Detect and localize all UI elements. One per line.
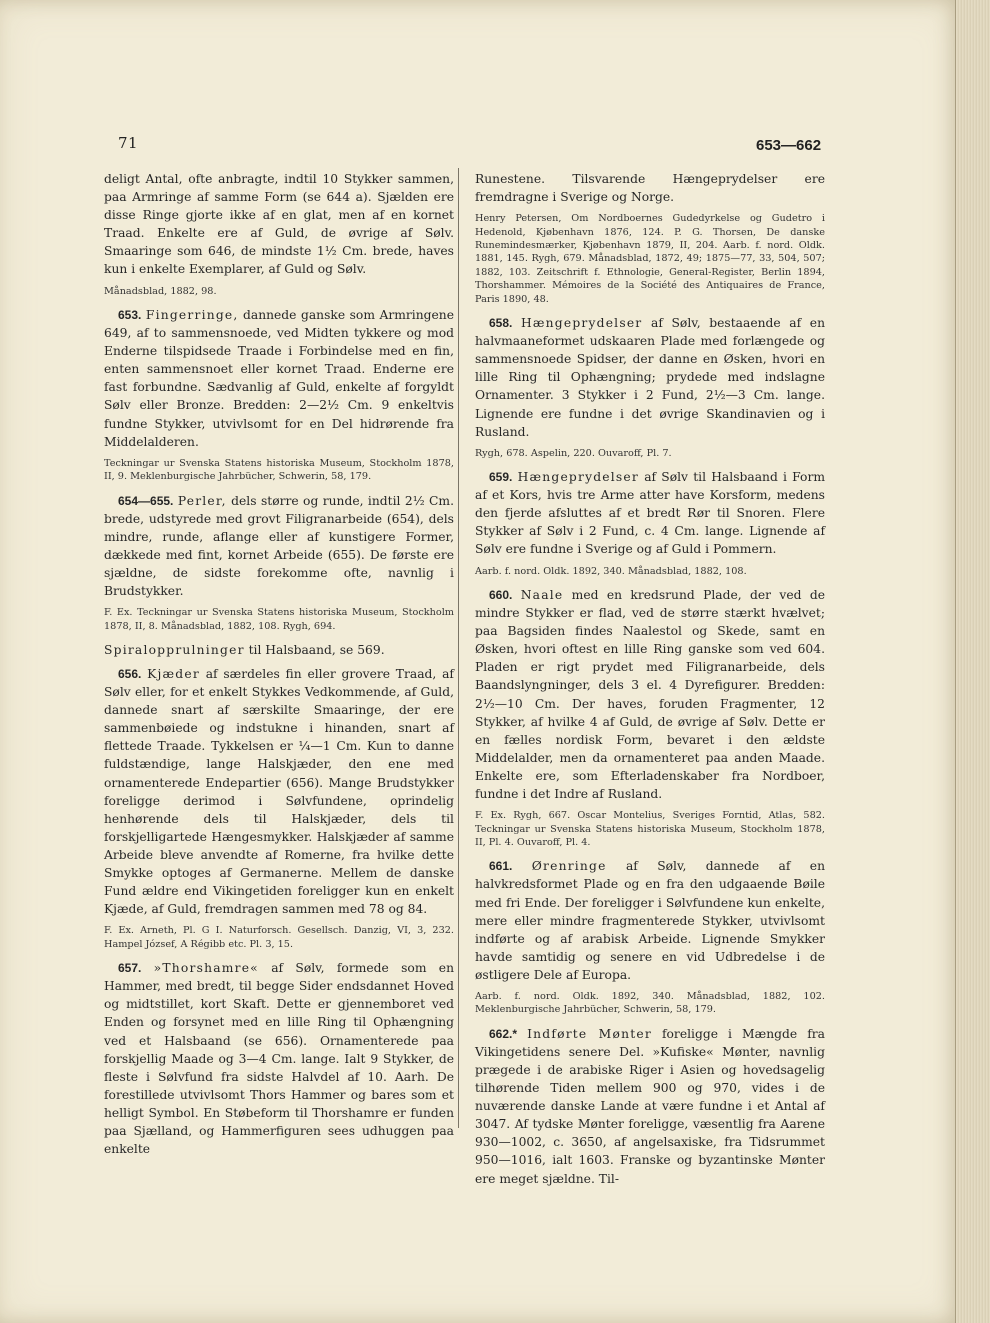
entry-text: af Sølv, dannede af en halvkredsformet Plade og en fra den udgaaende Bøile med fri Ende. Der foreligger i Sølvfundene kun enkelte, mere eller mindre fragmenterede Stykker, utvivlsomt indførte og af arabisk Arbeide. Lignende Smykker havde samtidig og senere en vid Udbredelse i de østligere Dele af Europa. — [475, 859, 825, 982]
entry-text: af særdeles fin eller grovere Traad, af Sølv eller, for et enkelt Stykkes Vedkommende, af Guld, dannede snart af særskilte Smaaringe, der ere sammenbøiede og indstukne i hinanden, snart af flettede Traade. Tykkelsen er ¼—1 Cm. Kun to danne fuldstændige, lange Halskjæder, den ene med ornamenterede Endepartier (656). Mange Brudstykker foreligge derimod i Sølvfundene, oprindelig henhørende dels til Halskjæder, dels til forskjelligartede Hængesmykker. Halskjæder af samme Arbeide bleve anvendte af Romerne, fra hvilke dette Smykke optoges af Germanerne. Mellem de danske Fund ældre end Vikingetiden foreligger kun en enkelt Kjæde, af Guld, fremdragen sammen med 78 og 84. — [104, 667, 454, 917]
entry-number: 654—655. — [118, 493, 174, 508]
reference-note: F. Ex. Teckningar ur Svenska Statens historiska Museum, Stockholm 1878, II, 8. Månadsblad, 1882, 108. Rygh, 694. — [104, 607, 454, 632]
entry-term: Perler, — [177, 493, 227, 508]
text-paragraph: Runestene. Tilsvarende Hængeprydelser ere fremdragne i Sverige og Norge. — [475, 172, 825, 205]
entry-number: 662.* — [489, 1026, 518, 1041]
catalog-entry-656 — [104, 665, 454, 918]
page-number: 71 — [118, 134, 139, 152]
entry-text: med en kredsrund Plade, der ved de mindre Stykker er flad, ved de større stærkt hvælvet; paa Bagsiden findes Naalestol og Skede, samt en Øsken, hvori oftest en lille Ring ganske som ved 604. Pladen er rigt prydet med Filigranarbeide, dels Baandslyngninger, dels 3 el. 4 Dyrefigurer. Bredden: 2½—10 Cm. Der haves, foruden Fragmenter, 12 Stykker, af hvilke 4 af Guld, de øvrige af Sølv. Dette er en fælles nordisk Form, bevaret i den ældste Middelalder, men da ornamenteret paa anden Maade. Enkelte ere, som Efterladenskaber fra Nordboer, fundne i det Indre af Rusland. — [475, 587, 825, 801]
book-page-edges — [955, 0, 990, 1323]
entry-number: 661. — [489, 859, 513, 874]
reference-note: Rygh, 678. Aspelin, 220. Ouvaroff, Pl. 7. — [475, 447, 672, 459]
catalog-entry-658 — [475, 314, 825, 441]
catalog-entry-659 — [475, 468, 825, 558]
entry-number: 659. — [489, 470, 513, 485]
entry-term: Fingerringe, — [145, 307, 239, 322]
catalog-entry-662 — [475, 1025, 825, 1188]
entry-number: 658. — [489, 316, 513, 331]
reference-note: Henry Petersen, Om Nordboernes Gudedyrkelse og Gudetro i Hedenold, Kjøbenhavn 1876, 124. P. G. Thorsen, De danske Runemindesmærker, Kjøbenhavn 1879, II, 204. Aarb. f. nord. Oldk. 1881, 145. Rygh, 679. Månadsblad, 1872, 49; 1875—77, 33, 504, 507; 1882, 103. Zeitschrift f. Ethnologie, General-Register, Berlin 1894, Thorshammer. Mémoires de la Société des Antiquaires de France, Paris 1890, 48. — [475, 213, 825, 305]
entry-term: Kjæder — [147, 667, 200, 681]
entry-text: af Sølv, bestaaende af en halvmaaneformet udskaaren Plade med forlængede og sammensnoede Spidser, der danne en Øsken, hvori en lille Ring til Ophængning; prydede med indslagne Ornamenter. 3 Stykker i 2 Fund, 2½—3 Cm. lange. Lignende ere fundne i det øvrige Skandinavien og i Rusland. — [475, 316, 825, 439]
reference-note: F. Ex. Arneth, Pl. G I. Naturforsch. Gesellsch. Danzig, VI, 3, 232. Hampel József, A Régibb etc. Pl. 3, 15. — [104, 925, 454, 950]
entry-term: Indførte Mønter — [527, 1026, 652, 1041]
entry-number: 660. — [489, 587, 513, 602]
entry-number: 657. — [118, 961, 142, 976]
entry-range-header: 653—662 — [756, 137, 822, 154]
catalog-entry-653 — [104, 306, 454, 451]
catalog-entry-654-655 — [104, 492, 454, 601]
column-divider — [458, 168, 459, 1128]
left-column — [104, 170, 454, 1164]
catalog-entry-657 — [104, 959, 454, 1158]
entry-number: 656. — [118, 667, 142, 681]
reference-note: F. Ex. Rygh, 667. Oscar Montelius, Sveriges Forntid, Atlas, 582. Teckningar ur Svenska Statens historiska Museum, Stockholm 1878, II, Pl. 4. Ouvaroff, Pl. 4. — [475, 810, 825, 848]
reference-note: Aarb. f. nord. Oldk. 1892, 340. Månadsblad, 1882, 102. Meklenburgische Jahrbücher, Schwerin, 58, 179. — [475, 990, 825, 1016]
cross-reference-heading — [104, 641, 454, 659]
reference-note: Teckningar ur Svenska Statens historiska Museum, Stockholm 1878, II, 9. Meklenburgische Jahrbücher, Schwerin, 58, 179. — [104, 457, 454, 483]
entry-term: Ørenringe — [531, 859, 607, 874]
entry-text: af Sølv til Halsbaand i Form af et Kors, hvis tre Arme atter have Korsform, medens den fjerde afsluttes af et bredt Rør til Snoren. Flere Stykker af Sølv i 2 Fund, c. 4 Cm. lange. Lignende af Sølv ere fundne i Sverige og af Guld i Pommern. — [475, 470, 825, 557]
right-column — [475, 170, 825, 1194]
catalog-entry-660 — [475, 586, 825, 803]
entry-text: til Halsbaand, se 569. — [244, 642, 385, 657]
catalog-entry-661 — [475, 857, 825, 984]
entry-number: 653. — [118, 307, 142, 322]
entry-text: af Sølv, formede som en Hammer, med bredt, til begge Sider endsdannet Hoved og midtstillet, kort Skaft. Dette er gjennemboret ved Enden og forsynet med en lille Ring til Ophængning ved et Halsbaand (se 656). Ornamenterede paa forskjellig Maade og 3—4 Cm. lange. Ialt 9 Stykker, de fleste i Sølvfund fra sidste Halvdel af 10. Aarh. De forestillede utvivlsomt Thors Hammer og bares som et helligt Symbol. En Støbeform til Thorshamre er funden paa Sjælland, og Hammerfiguren sees udhuggen paa enkelte — [104, 961, 454, 1157]
reference-note: Månadsblad, 1882, 98. — [104, 285, 217, 297]
reference-note: Aarb. f. nord. Oldk. 1892, 340. Månadsblad, 1882, 108. — [475, 565, 747, 577]
entry-text: dannede ganske som Armringene 649, af to sammensnoede, ved Midten tykkere og mod Enderne tilspidsede Traade i Forbindelse med en fin, enten sammensnoet eller kornet Traad. Enderne ere fast forbundne. Sædvanlig af Guld, enkelte af forgyldt Sølv eller Bronze. Bredden: 2—2½ Cm. 9 enkeltvis fundne Stykker, utvivlsomt for en Del hidrørende fra Middelalderen. — [104, 307, 454, 449]
entry-term: Hængeprydelser — [517, 470, 639, 485]
entry-term: Naale — [520, 587, 564, 602]
entry-term: Spiralopprulninger — [104, 642, 245, 657]
entry-term: Hængeprydelser — [520, 316, 643, 331]
text-paragraph: deligt Antal, ofte anbragte, indtil 10 Stykker sammen, paa Armringe af samme Form (se 644 a). Sjælden ere disse Ringe gjorte ikke af en glat, men af en kornet Traad. Enkelte ere af Guld, de øvrige af Sølv. Smaaringe som 646, de mindste 1½ Cm. brede, haves kun i enkelte Exemplarer, af Guld og Sølv. — [104, 172, 454, 277]
entry-text: foreligge i Mængde fra Vikingetidens senere Del. »Kufiske« Mønter, navnlig prægede i de arabiske Riger i Asien og hovedsagelig tilhørende Tiden mellem 900 og 970, vides i de nuværende danske Lande at være fundne i et Antal af 3047. Af tydske Mønter foreligge, væsentlig fra Aarene 930—1002, c. 3650, af angelsaxiske, fra Tidsrummet 950—1016, ialt 1603. Franske og byzantinske Mønter ere meget sjældne. Til- — [475, 1026, 825, 1186]
entry-text: dels større og runde, indtil 2½ Cm. brede, udstyrede med grovt Filigranarbeide (654), dels mindre, runde, aflange eller af kunstigere Former, dækkede med fint, kornet Arbeide (655). De første ere sjældne, de sidste forekomme ofte, navnlig i Brudstykker. — [104, 493, 454, 598]
entry-term: »Thorshamre« — [153, 961, 259, 976]
